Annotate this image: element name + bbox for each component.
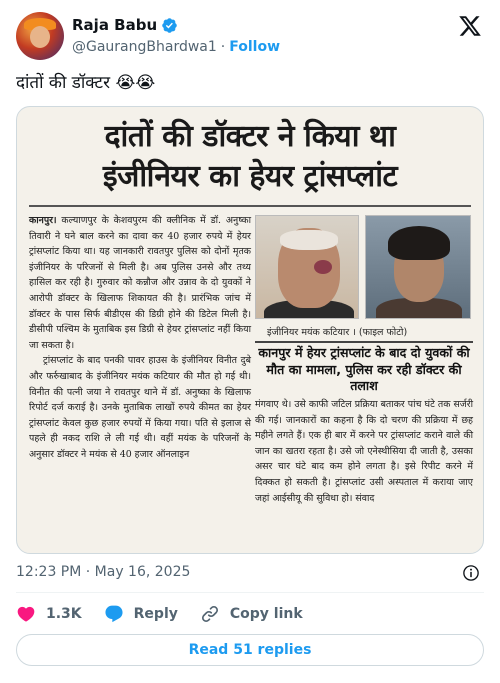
copy-link-button[interactable] [200,604,303,624]
separator-dot: · [220,39,226,55]
newspaper-headline [29,117,471,197]
author-name-row [72,16,178,34]
x-logo-icon[interactable] [458,14,482,38]
like-button[interactable] [16,604,82,624]
link-icon [200,604,220,624]
article-left-column [29,213,251,463]
article-paragraph-1: कल्याणपुर के केशवपुरम की क्लीनिक में डॉ. अनुष्का तिवारी ने घने बाल करने का दावा कर 40 हजार रुपये में हेयर ट्रांसप्लांट किया था। यह जानकारी रावतपुर पुलिस को दोनों मृतक इंजीनियर के परिजनों से मिली है। अब पुलिस उनसे और तथ्य हासिल कर रही है। गुरुवार को कन्नौज और उन्नाव के दो युवकों ने आरोपी डॉक्टर के खिलाफ शिकायत की है। प्रारंभिक जांच में डॉक्टर के पास सिर्फ बीडीएस की डिग्री होने की डिटेल मिली है। डीसीपी पश्चिम के मुताबिक इस डिग्री से हेयर ट्रांसप्लांट नहीं किया जा सकता है। [29,215,252,351]
reply-label: Reply [133,606,178,622]
author-handle-row [72,39,280,55]
author-name[interactable]: Raja Babu [72,16,158,34]
tweet-header [16,12,484,62]
article-dateline: कानपुर। [29,215,57,226]
headline-line-2: इंजीनियर का हेयर ट्रांसप्लांट [102,159,398,194]
photo-caption: इंजीनियर मयंक कटियार । (फाइल फोटो) [267,327,408,338]
article-paragraph-2: ट्रांसप्लांट के बाद पनकी पावर हाउस के इंजीनियर विनीत दुबे और फर्रुखाबाद के इंजीनियर मयंक कटियार की मौत हो गई थी। विनीत की पत्नी जया ने रावतपुर थाने में डॉ. अनुष्का के खिलाफ रिपोर्ट दर्ज कराई है। उनके मुताबिक लाखों रुपये कीमत का हेयर ट्रांसप्लांट केवल कुछ हजार रुपयों में किया गया। पति से इलाज से पहले ही नकद राशि ले ली गई थी। वहीं मयंक के परिजनों के अनुसार डॉक्टर ने मयंक से 40 हजार ऑनलाइन [29,355,251,460]
tweet-media-image[interactable] [16,106,484,554]
headline-line-1: दांतों की डॉक्टर ने किया था [104,119,396,154]
info-icon[interactable] [462,564,480,582]
avatar[interactable] [16,12,64,60]
tweet-actions [16,603,325,625]
copy-link-label: Copy link [229,606,303,622]
headline-rule [29,205,471,207]
article-subhead: कानपुर में हेयर ट्रांसप्लांट के बाद दो युवकों की मौत का मामला, पुलिस कर रही डॉक्टर की तलाश [255,341,473,395]
injured-man-photo [255,215,359,319]
tweet-text: दांतों की डॉक्टर 😭😭 [16,73,156,93]
read-replies-button[interactable]: Read 51 replies [16,634,484,666]
tweet-timestamp[interactable]: 12:23 PM · May 16, 2025 [16,564,191,580]
divider [16,592,484,593]
reply-icon [104,604,124,624]
article-right-column: मंगवाए थे। उसे काफी जटिल प्रक्रिया बताकर पांच घंटे तक सर्जरी की गई। जानकारों का कहना है कि दो चरण की प्रक्रिया में छह महीने लगते हैं। एक ही बार में करने पर ट्रांसप्लांट कराने वाले की जान का खतरा रहता है। उसे जो एनेस्थीसिया दी जाती है, उसका असर चार घंटे बाद कम होने लगता है। इसे रिपीट करने में दिक्कत हो सकती है। ट्रांसप्लांट उसी अस्पताल में कराया जाए जहां आईसीयू की सुविधा हो। संवाद [255,399,473,504]
reply-button[interactable] [104,604,178,624]
engineer-portrait-photo [365,215,471,319]
author-handle[interactable]: @GaurangBhardwa1 [72,39,217,55]
follow-button[interactable]: Follow [229,39,281,55]
like-count: 1.3K [46,606,82,622]
verified-badge-icon [161,17,178,34]
heart-icon [16,604,36,624]
article-photos [255,215,473,321]
